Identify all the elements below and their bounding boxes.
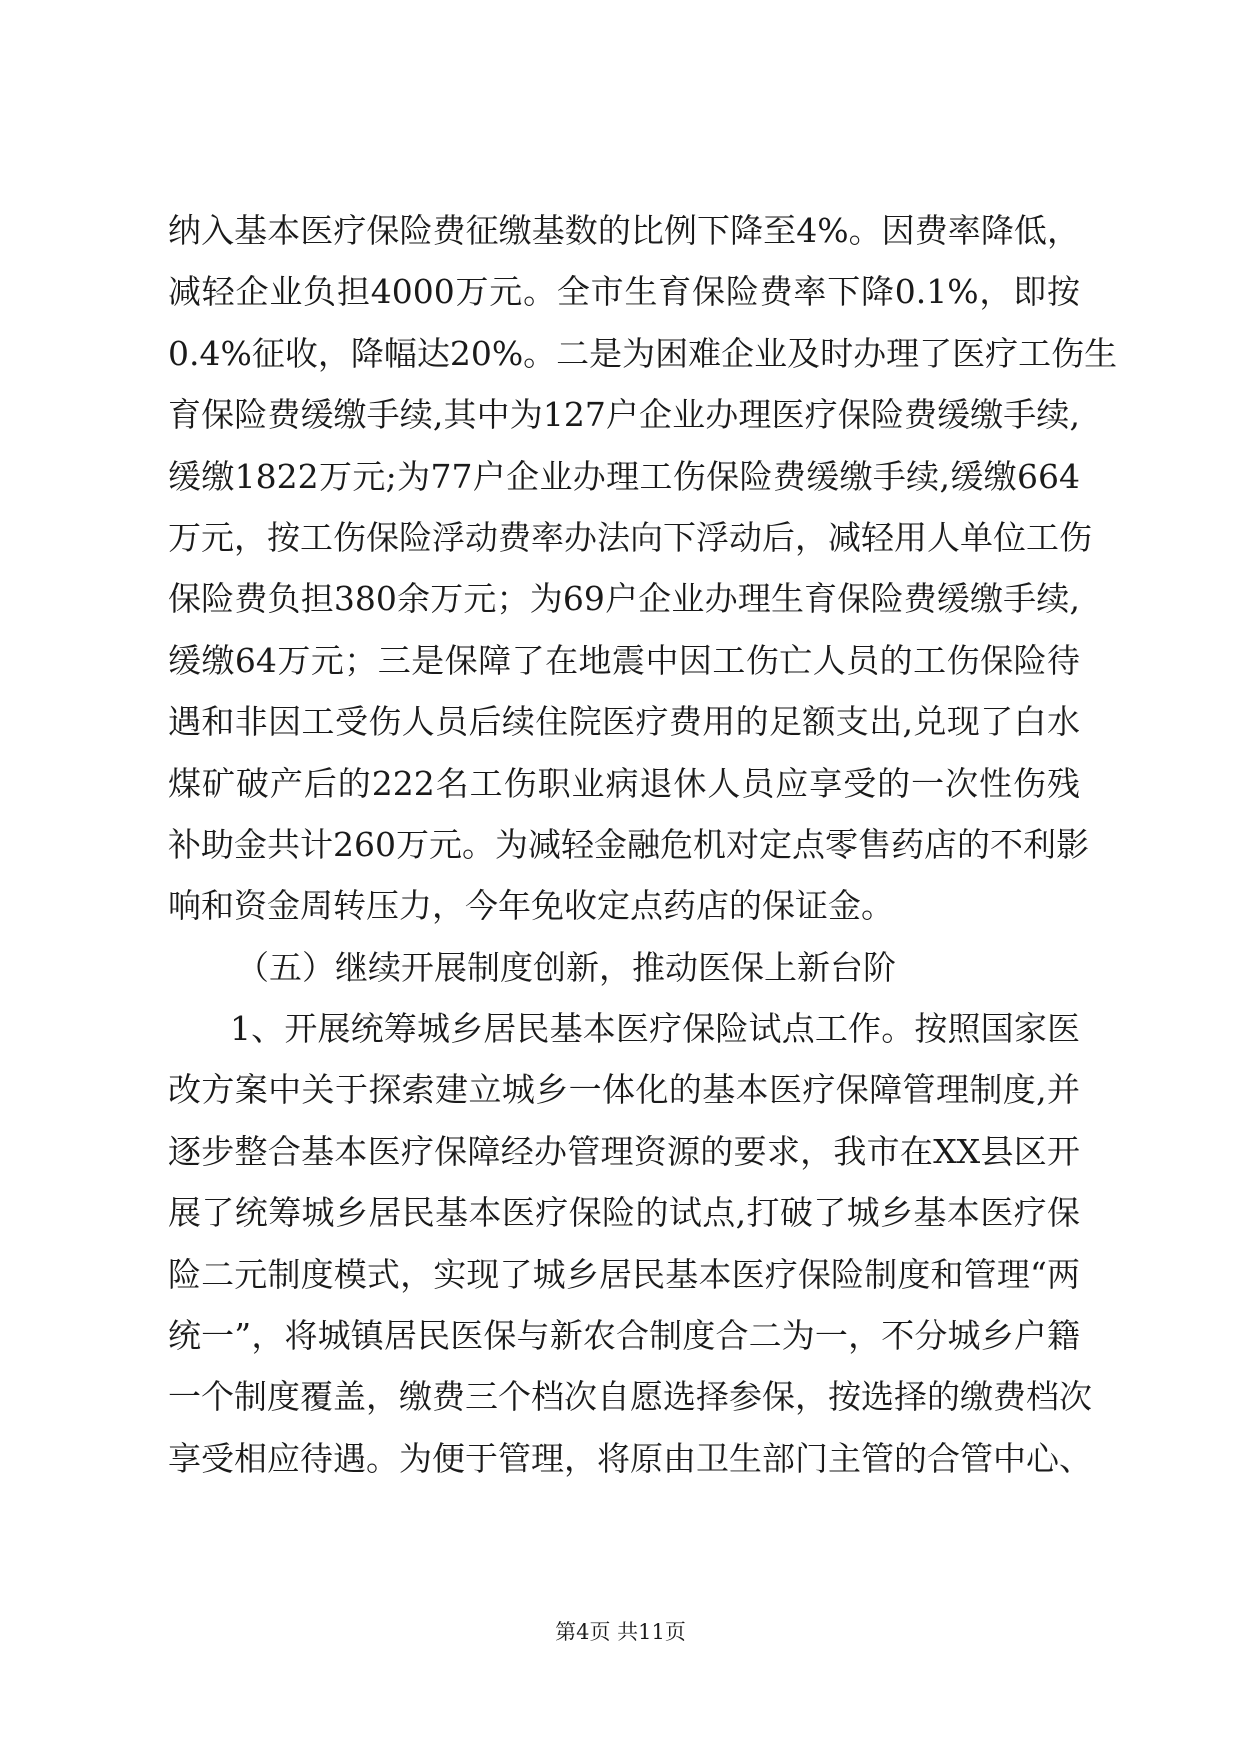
text-line: 0.4%征收，降幅达20%。二是为困难企业及时办理了医疗工伤生 [168, 333, 1118, 373]
section-heading: （五）继续开展制度创新，推动医保上新台阶 [236, 947, 896, 987]
text-line: 一个制度覆盖，缴费三个档次自愿选择参保，按选择的缴费档次 [168, 1377, 1092, 1417]
text-line: 展了统筹城乡居民基本医疗保险的试点,打破了城乡基本医疗保 [168, 1193, 1080, 1233]
text-line: 补助金共计260万元。为减轻金融危机对定点零售药店的不利影 [168, 824, 1089, 864]
document-body [168, 200, 1118, 1489]
text-line: 险二元制度模式，实现了城乡居民基本医疗保险制度和管理“两 [168, 1254, 1080, 1294]
text-line: 纳入基本医疗保险费征缴基数的比例下降至4%。因费率降低， [168, 211, 1080, 250]
text-line: 响和资金周转压力，今年免收定点药店的保证金。 [168, 886, 894, 926]
text-line: 煤矿破产后的222名工伤职业病退休人员应享受的一次性伤残 [168, 763, 1080, 803]
text-line: 享受相应待遇。为便于管理，将原由卫生部门主管的合管中心、 [168, 1438, 1092, 1478]
text-line: 缓缴1822万元;为77户企业办理工伤保险费缓缴手续,缓缴664 [168, 456, 1080, 496]
text-line: 减轻企业负担4000万元。全市生育保险费率下降0.1%，即按 [168, 272, 1080, 312]
text-line: 统一”，将城镇居民医保与新农合制度合二为一，不分城乡户籍 [168, 1316, 1080, 1356]
text-line: 遇和非因工受伤人员后续住院医疗费用的足额支出,兑现了白水 [168, 702, 1080, 742]
text-line: 1、开展统筹城乡居民基本医疗保险试点工作。按照国家医 [230, 1009, 1080, 1049]
text-line: 改方案中关于探索建立城乡一体化的基本医疗保障管理制度,并 [168, 1070, 1080, 1110]
text-line: 保险费负担380余万元；为69户企业办理生育保险费缓缴手续, [168, 579, 1080, 619]
text-line: 育保险费缓缴手续,其中为127户企业办理医疗保险费缓缴手续, [168, 395, 1080, 435]
text-line: 逐步整合基本医疗保障经办管理资源的要求，我市在XX县区开 [168, 1131, 1080, 1171]
text-line: 缓缴64万元；三是保障了在地震中因工伤亡人员的工伤保险待 [168, 640, 1080, 680]
text-line: 万元，按工伤保险浮动费率办法向下浮动后，减轻用人单位工伤 [168, 517, 1092, 557]
page-number-footer: 第4页 共11页 [555, 1620, 686, 1644]
